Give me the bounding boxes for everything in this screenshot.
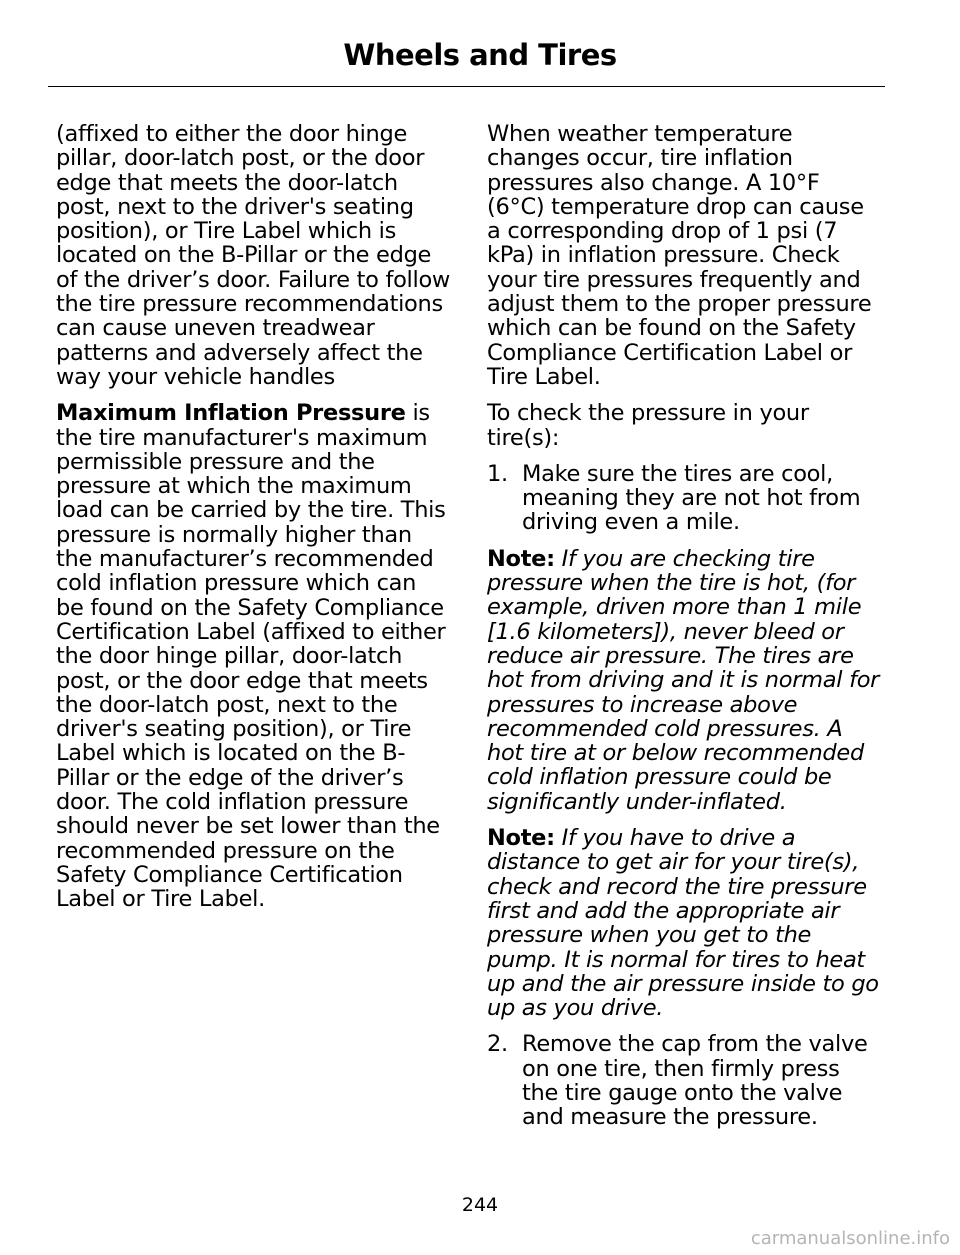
term-maximum-inflation-pressure: Maximum Inflation Pressure [56,400,406,427]
left-column [56,122,450,924]
watermark: carmanualsonline.info [750,1228,950,1249]
note-drive-for-air-text: If you have to drive a distance to get air for your tire(s), check and record the tire pressure first and add the appropriate air pressure when you get to the pump. It is normal for tires to heat up and the air pressure inside to go up as you drive. [487,825,879,1022]
step-1-number: 1. [487,460,508,487]
paragraph-check-pressure-intro: To check the pressure in your tire(s): [487,400,809,451]
paragraph-maximum-inflation-body: is the tire manufacturer's maximum permissible pressure and the pressure at which the maximum load can be carried by the tire. This pressure is normally higher than the manufacturer’s recommended cold inflation pressure which can be found on the Safety Compliance Certification Label (affixed to either the door hinge pillar, door-latch post, or the door edge that meets the door-latch post, next to the driver's seating position), or Tire Label which is located on the B-Pillar or the edge of the driver’s door. The cold inflation pressure should never be set lower than the recommended pressure on the Safety Compliance Certification Label or Tire Label. [56,400,446,913]
header-divider [48,86,885,87]
step-2-text: Remove the cap from the valve on one tire, then firmly press the tire gauge onto the valve and measure the pressure. [522,1031,868,1131]
page-number: 244 [461,1194,499,1216]
right-column [487,122,881,1142]
paragraph-temperature-changes: When weather temperature changes occur, tire inflation pressures also change. A 10°F (6°C) temperature drop can cause a corresponding drop of 1 psi (7 kPa) in inflation pressure. Check your tire pressures frequently and adjust them to the proper pressure which can be found on the Safety Compliance Certification Label or Tire Label. [487,121,872,390]
page-title: Wheels and Tires [343,38,617,72]
step-2-number: 2. [487,1031,508,1058]
note-hot-tire [487,547,881,814]
step-1-text: Make sure the tires are cool, meaning they are not hot from driving even a mile. [522,460,861,536]
note-drive-for-air [487,826,881,1020]
note-hot-tire-text: If you are checking tire pressure when the tire is hot, (for example, driven more than 1 mile [1.6 kilometers]), never bleed or reduce air pressure. The tires are hot from driving and it is normal for pressures to increase above recommended cold pressures. A hot tire at or below recommended cold inflation pressure could be significantly under-inflated. [487,545,880,815]
step-2 [487,1032,881,1129]
note-hot-tire-label: Note: [487,545,555,572]
note-drive-for-air-label: Note: [487,825,555,852]
step-1 [487,462,881,535]
paragraph-maximum-inflation-pressure [56,401,450,911]
paragraph-tire-label-location: (affixed to either the door hinge pillar, door-latch post, or the door edge that meets the door-latch post, next to the driver's seating position), or Tire Label which is located on the B-Pillar or the edge of the driver’s door. Failure to follow the tire pressure recommendations can cause uneven treadwear patterns and adversely affect the way your vehicle handles [56,121,451,390]
